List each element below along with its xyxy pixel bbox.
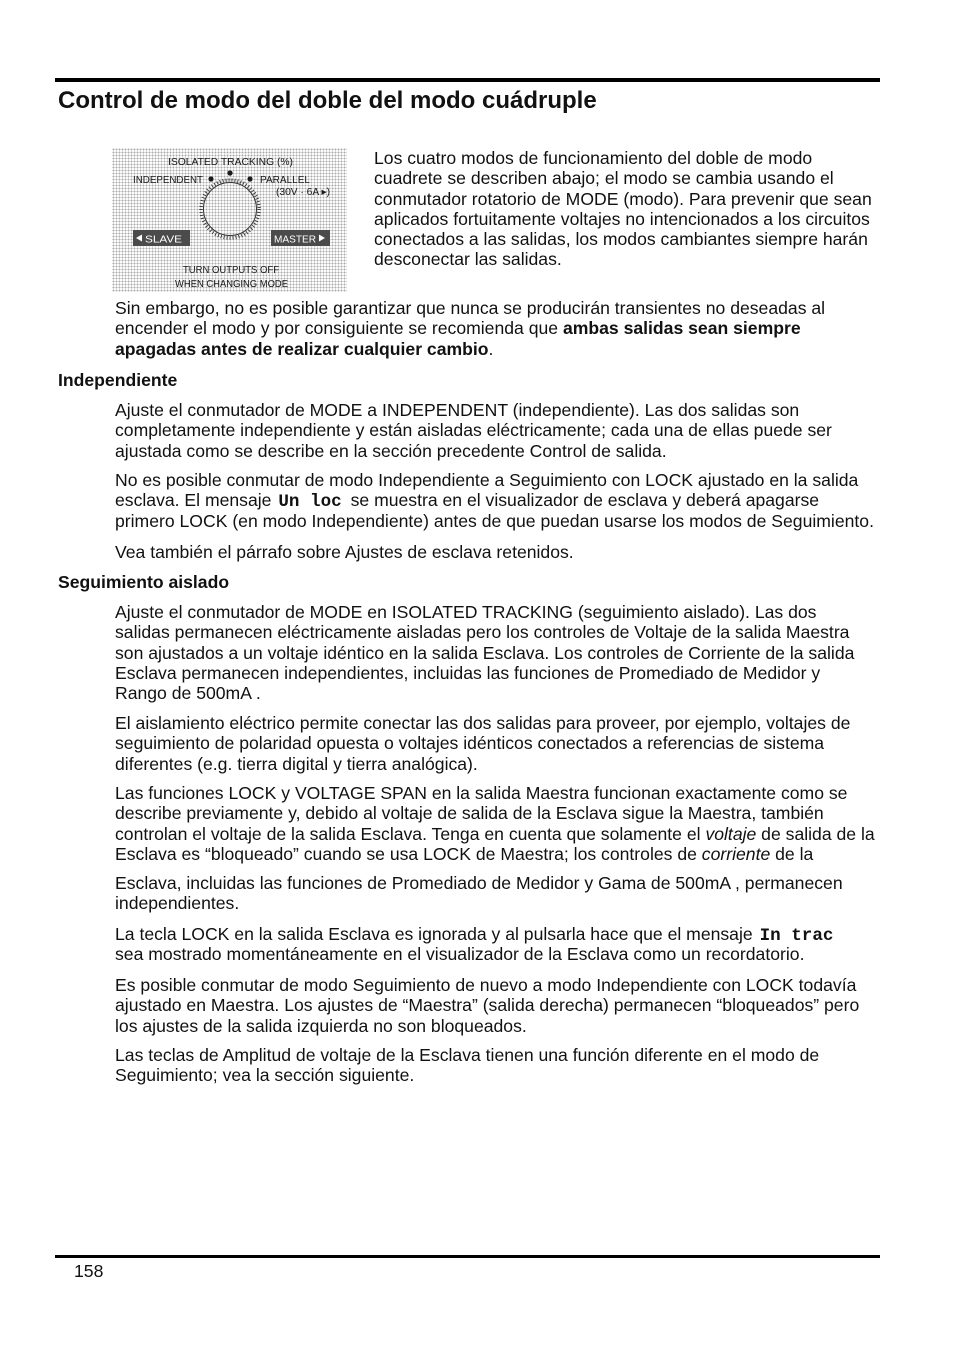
text-line: conectados a las salidas, los modos cambiantes siempre harán xyxy=(374,229,868,250)
emphasis-text: ambas salidas sean siempre xyxy=(562,318,801,339)
section-heading-independiente: Independiente xyxy=(58,370,178,390)
tracking-paragraph-1 xyxy=(115,602,854,703)
text-line: cuadrete se describen abajo; el modo se cambia usando el xyxy=(374,168,834,189)
isolated-tracking-label: ISOLATED TRACKING (%) xyxy=(168,156,293,168)
text-line: seguimiento de polaridad opuesta o voltajes idénticos conectados a referencias de sistema xyxy=(115,733,825,754)
text-line xyxy=(115,824,875,844)
text-line: los ajustes de la salida izquierda no son bloqueados. xyxy=(115,1015,527,1036)
text-segment: esclava. El mensaje xyxy=(115,490,277,511)
text-line: Rango de 500mA . xyxy=(115,683,261,704)
text-line: Los cuatro modos de funcionamiento del doble de modo xyxy=(374,148,813,168)
text-line: diferentes (e.g. tierra digital y tierra analógica). xyxy=(115,753,478,774)
text-line: primero LOCK (en modo Independiente) antes de que puedan usarse los modos de Seguimiento. xyxy=(115,510,874,531)
text-line xyxy=(115,924,837,944)
text-segment: Esclava es “bloqueado” cuando se usa LOCK de Maestra; los controles de xyxy=(115,843,702,864)
mode-switch-drawing xyxy=(112,148,347,292)
tracking-paragraph-3 xyxy=(115,783,875,864)
bottom-rule xyxy=(55,1255,880,1258)
rotary-knob-icon xyxy=(201,180,259,238)
isolated-tracking-position-dot xyxy=(227,170,232,175)
text-line: Esclava permanecen independientes, incluidas las funciones de Promediado de Medidor y xyxy=(115,662,821,683)
text-line: ajustado en Maestra. Los ajustes de “Maestra” (salida derecha) permanecen “bloqueados” pero xyxy=(115,995,860,1016)
text-line: son ajustados a un voltaje idéntico en la salida Esclava. Los controles de Corriente de la salida xyxy=(115,642,855,663)
text-line: Ajuste el conmutador de MODE en ISOLATED TRACKING (seguimiento aislado). Las dos xyxy=(115,602,817,622)
mode-switch-illustration xyxy=(112,148,347,292)
text-segment: controlan el voltaje de la salida Esclava. Tenga en cuenta que solamente el xyxy=(115,823,706,844)
display-message: Un loc xyxy=(278,492,342,513)
independent-paragraph-1 xyxy=(115,400,832,461)
caution-paragraph xyxy=(115,298,825,359)
text-line: Las teclas de Amplitud de voltaje de la Esclava tienen una función diferente en el modo de xyxy=(115,1045,820,1065)
knob-body xyxy=(204,183,257,236)
independent-position-dot xyxy=(208,176,213,181)
text-line xyxy=(115,844,875,864)
text-line: Esclava, incluidas las funciones de Promediado de Medidor y Gama de 500mA , permanecen xyxy=(115,873,843,893)
text-line: completamente independiente y están aisladas eléctricamente; cada una de ellas puede ser xyxy=(115,420,832,441)
text-line: conmutador rotatorio de MODE (modo). Para prevenir que sean xyxy=(374,188,872,209)
italic-term: corriente xyxy=(701,843,771,864)
text-line: Ajuste el conmutador de MODE a INDEPENDENT (independiente). Las dos salidas son xyxy=(115,400,800,420)
slave-button xyxy=(133,230,190,246)
text-line: No es posible conmutar de modo Independiente a Seguimiento con LOCK ajustado en la salida xyxy=(115,470,859,490)
knob-knurl-ring xyxy=(201,180,259,238)
text-line: sea mostrado momentáneamente en el visualizador de la Esclava como un recordatorio. xyxy=(115,944,805,965)
section-heading-seguimiento-aislado: Seguimiento aislado xyxy=(58,572,230,592)
text-line: describe previamente y, debido al voltaje de salida de la Esclava sigue la Maestra, también xyxy=(115,803,824,824)
text-line: aplicados fortuitamente voltajes no intencionados a los circuitos xyxy=(374,208,870,229)
master-button xyxy=(271,230,330,246)
independent-paragraph-2 xyxy=(115,470,874,531)
tracking-paragraph-6 xyxy=(115,975,859,1036)
text-segment: encender el modo y por consiguiente se recomienda que xyxy=(115,318,563,339)
text-segment: . xyxy=(488,338,494,359)
page-number: 158 xyxy=(74,1261,104,1281)
parallel-label: PARALLEL xyxy=(260,174,311,186)
text-line: desconectar las salidas. xyxy=(374,249,562,270)
tracking-paragraph-7 xyxy=(115,1045,819,1086)
tracking-paragraph-4 xyxy=(115,873,843,914)
parallel-rating-label: (30V · 6A ▸) xyxy=(276,186,330,198)
text-line xyxy=(115,318,825,338)
warning-line-2: WHEN CHANGING MODE xyxy=(175,278,288,290)
independent-label: INDEPENDENT xyxy=(133,174,204,186)
text-line: Seguimiento; vea la sección siguiente. xyxy=(115,1065,415,1086)
top-rule xyxy=(55,78,880,82)
intro-paragraph xyxy=(374,148,872,270)
page-title: Control de modo del doble del modo cuádruple xyxy=(58,87,597,114)
text-line xyxy=(115,490,874,513)
text-line: ajustada como se describe en la sección precedente Control de salida. xyxy=(115,440,667,461)
text-segment: se muestra en el visualizador de esclava y deberá apagarse xyxy=(345,490,820,511)
text-segment: de salida de la xyxy=(756,823,875,844)
text-line: El aislamiento eléctrico permite conectar las dos salidas para proveer, por ejemplo, voltajes de xyxy=(115,713,851,733)
text-segment: de la xyxy=(770,843,814,864)
independent-paragraph-3 xyxy=(115,542,574,562)
text-line: Sin embargo, no es posible garantizar que nunca se producirán transientes no deseadas al xyxy=(115,298,826,318)
text-line: Es posible conmutar de modo Seguimiento de nuevo a modo Independiente con LOCK todavía xyxy=(115,975,857,995)
master-button-label: MASTER xyxy=(274,233,317,246)
text-segment: La tecla LOCK en la salida Esclava es ignorada y al pulsarla hace que el mensaje xyxy=(115,924,758,944)
text-line: independientes. xyxy=(115,893,240,914)
parallel-position-dot xyxy=(247,176,252,181)
italic-term: voltaje xyxy=(705,823,757,844)
emphasis-text: apagadas antes de realizar cualquier cambio xyxy=(115,338,489,359)
text-line: Vea también el párrafo sobre Ajustes de esclava retenidos. xyxy=(115,542,574,562)
tracking-paragraph-5 xyxy=(115,924,837,965)
display-message: In trac xyxy=(759,926,834,946)
tracking-paragraph-2 xyxy=(115,713,850,774)
text-line: Las funciones LOCK y VOLTAGE SPAN en la salida Maestra funcionan exactamente como se xyxy=(115,783,848,803)
text-line xyxy=(115,339,825,359)
slave-button-label: SLAVE xyxy=(145,233,182,246)
warning-line-1: TURN OUTPUTS OFF xyxy=(183,264,279,276)
text-line: salidas permanecen eléctricamente aisladas pero los controles de Voltaje de la salida Maestra xyxy=(115,622,850,643)
